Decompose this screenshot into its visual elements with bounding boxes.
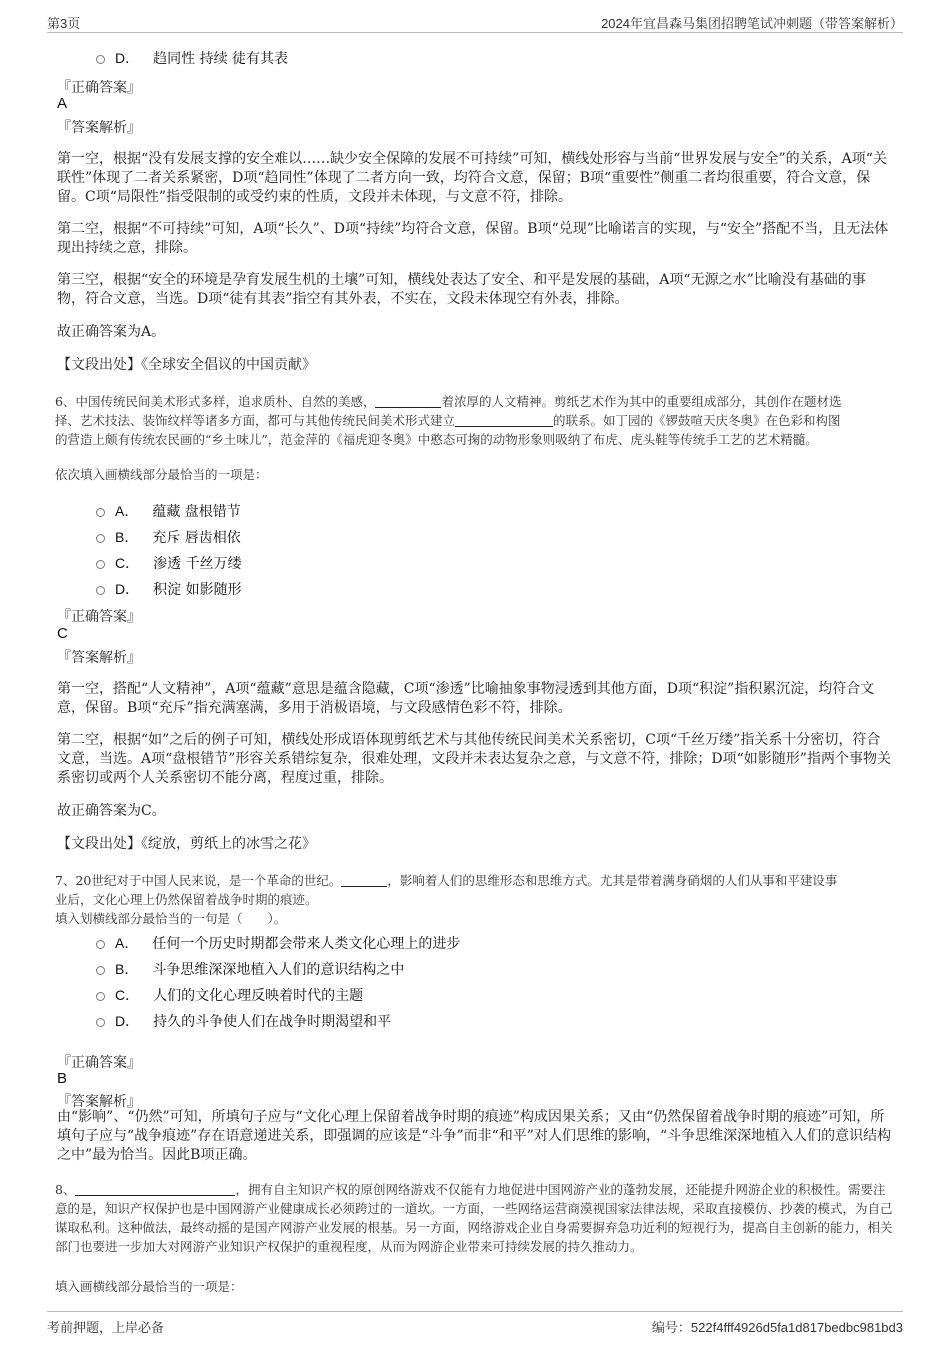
- footer-slogan: 考前押题，上岸必备: [47, 1320, 165, 1335]
- q6-conclusion: 故正确答案为C。: [57, 803, 166, 819]
- q6-answer: C: [57, 625, 68, 642]
- radio-icon[interactable]: [96, 966, 105, 975]
- q8-prompt: 填入画横线部分最恰当的一项是：: [55, 1279, 243, 1294]
- radio-icon[interactable]: [96, 586, 105, 595]
- q5-option-d[interactable]: D． 趋同性 持续 徒有其表: [96, 48, 288, 68]
- q7-option-b[interactable]: B． 斗争思维深深地植入人们的意识结构之中: [96, 959, 404, 979]
- q6-analysis-label: 『答案解析』: [57, 650, 141, 666]
- q5-analysis-label: 『答案解析』: [57, 120, 141, 136]
- q6-source: 【文段出处】《绽放，剪纸上的冰雪之花》: [57, 836, 316, 852]
- radio-icon[interactable]: [96, 940, 105, 949]
- document-serial: 编号：522f4fff4926d5fa1d817bedbc981bd3: [651, 1320, 903, 1335]
- q6-analysis-paragraph: 第二空，根据“如”之后的例子可知，横线处形成语体现剪纸艺术与其他传统民间美术关系密切，C项“千丝万缕”指关系十分密切，符合文意，当选。A项“盘根错节”形容关系错综复杂，很难处理，文段并未表达复杂之意，与文意不符，排除；D项“如影随形”指两个事物关系密切或两个人关系密切不能分离，程度过重，排除。: [57, 732, 891, 786]
- answer-blank: [455, 413, 553, 427]
- q6-analysis-paragraph: 第一空，搭配“人文精神”，A项“蕴藏”意思是蕴含隐藏，C项“渗透”比喻抽象事物浸透到其他方面，D项“积淀”指积累沉淀，均符合文意，保留。B项“充斥”指充满塞满，多用于消极语境，与文段感情色彩不符，排除。: [57, 681, 875, 716]
- q7-correct-answer-label: 『正确答案』: [57, 1055, 141, 1071]
- q7-analysis-paragraph: 由“影响”、“仍然”可知，所填句子应与“文化心理上保留着战争时期的痕迹”构成因果关系；又由“仍然保留着战争时期的痕迹”可知，所填句子应与“战争痕迹”存在语意递进关系，即强调的应该是“斗争”而非“和平”对人们思维的影响，“斗争思维深深地植入人们的意识结构之中”最为恰当。因此B项正确。: [57, 1109, 892, 1163]
- q7-option-d[interactable]: D． 持久的斗争使人们在战争时期渴望和平: [96, 1011, 391, 1031]
- radio-icon[interactable]: [96, 992, 105, 1001]
- q5-correct-answer-label: 『正确答案』: [57, 80, 141, 96]
- q7-question: 7、20世纪对于中国人民来说，是一个革命的世纪。 ，影响着人们的思维形态和思维方式。尤其是带着满身硝烟的人们从事和平建设事 业后，文化心理上仍然保留着战争时期的痕迹。 填入划横线部分最恰当的一句是（ ）。: [55, 873, 838, 926]
- radio-icon[interactable]: [96, 508, 105, 517]
- q7-analysis-label: 『答案解析』: [57, 1094, 141, 1110]
- q6-option-c[interactable]: C． 渗透 千丝万缕: [96, 553, 242, 573]
- q7-option-a[interactable]: A． 任何一个历史时期都会带来人类文化心理上的进步: [96, 933, 460, 953]
- page-number: 第3页: [47, 16, 81, 31]
- q5-conclusion: 故正确答案为A。: [57, 324, 166, 340]
- answer-blank: [375, 394, 441, 408]
- q6-question: 6、中国传统民间美术形式多样，追求质朴、自然的美感， 着浓厚的人文精神。剪纸艺术作为其中的重要组成部分，其创作在题材选 择、艺术技法、装饰纹样等诸多方面，都可与其他传统民间美术形式建立 的联系。如丁园的《锣鼓喧天庆冬奥》在色彩和构图 的营造上颇有传统农民画的“乡土味儿”，范金萍的《福虎迎冬奥》中憨态可掬的动物形象则吸纳了布虎、虎头鞋等传统手工艺的艺术精髓。: [55, 394, 842, 447]
- radio-icon[interactable]: [96, 560, 105, 569]
- q5-source: 【文段出处】《全球安全倡议的中国贡献》: [57, 357, 316, 373]
- q5-analysis-paragraph: 第三空，根据“安全的环境是孕育发展生机的土壤”可知，横线处表达了安全、和平是发展的基础，A项“无源之水”比喻没有基础的事物，符合文意，当选。D项“徒有其表”指空有其外表，不实在，文段未体现空有外表，排除。: [57, 272, 866, 307]
- radio-icon[interactable]: [96, 1018, 105, 1027]
- q7-answer: B: [57, 1070, 68, 1087]
- document-title: 2024年宜昌森马集团招聘笔试冲刺题（带答案解析）: [601, 16, 903, 31]
- page-footer: [47, 1311, 903, 1336]
- q6-prompt: 依次填入画横线部分最恰当的一项是：: [55, 467, 268, 482]
- radio-icon[interactable]: [96, 55, 105, 64]
- radio-icon[interactable]: [96, 534, 105, 543]
- q6-option-b[interactable]: B． 充斥 唇齿相依: [96, 527, 241, 547]
- q6-correct-answer-label: 『正确答案』: [57, 609, 141, 625]
- q5-analysis-paragraph: 第一空，根据“没有发展支撑的安全难以……缺少安全保障的发展不可持续”可知，横线处形容与当前“世界发展与安全”的关系，A项“关联性”体现了二者关系紧密，D项“趋同性”体现了二者方向一致，均符合文意，保留；B项“重要性”侧重二者均很重要，符合文意，保留。C项“局限性”指受限制的或受约束的性质，文段并未体现，与文意不符，排除。: [57, 151, 887, 205]
- page-header: [47, 10, 903, 33]
- q5-answer: A: [57, 95, 68, 112]
- q7-option-c[interactable]: C． 人们的文化心理反映着时代的主题: [96, 985, 363, 1005]
- answer-blank: [75, 1182, 235, 1196]
- q8-question: 8、 ，拥有自主知识产权的原创网络游戏不仅能有力地促进中国网游产业的蓬勃发展，还能提升网游企业的积极性。需要注意的是，知识产权保护也是中国网游产业健康成长必须跨过的一道坎。一方面，一些网络运营商漠视国家法律法规，采取直接模仿、抄袭的模式，为自己谋取私利。这种做法，最终动摇的是国产网游产业发展的根基。另一方面，网络游戏企业自身需要摒弃急功近利的短视行为，提高自主创新的能力，相关部门也要进一步加大对网游产业知识产权保护的重视程度，从而为网游企业带来可持续发展的持久推动力。: [55, 1182, 893, 1254]
- q6-option-a[interactable]: A． 蕴藏 盘根错节: [96, 501, 241, 521]
- answer-blank: [341, 873, 387, 887]
- q5-analysis-paragraph: 第二空，根据“不可持续”可知，A项“长久”、D项“持续”均符合文意，保留。B项“兑现”比喻诺言的实现，与“安全”搭配不当，且无法体现出持续之意，排除。: [57, 221, 889, 256]
- q6-option-d[interactable]: D． 积淀 如影随形: [96, 579, 242, 599]
